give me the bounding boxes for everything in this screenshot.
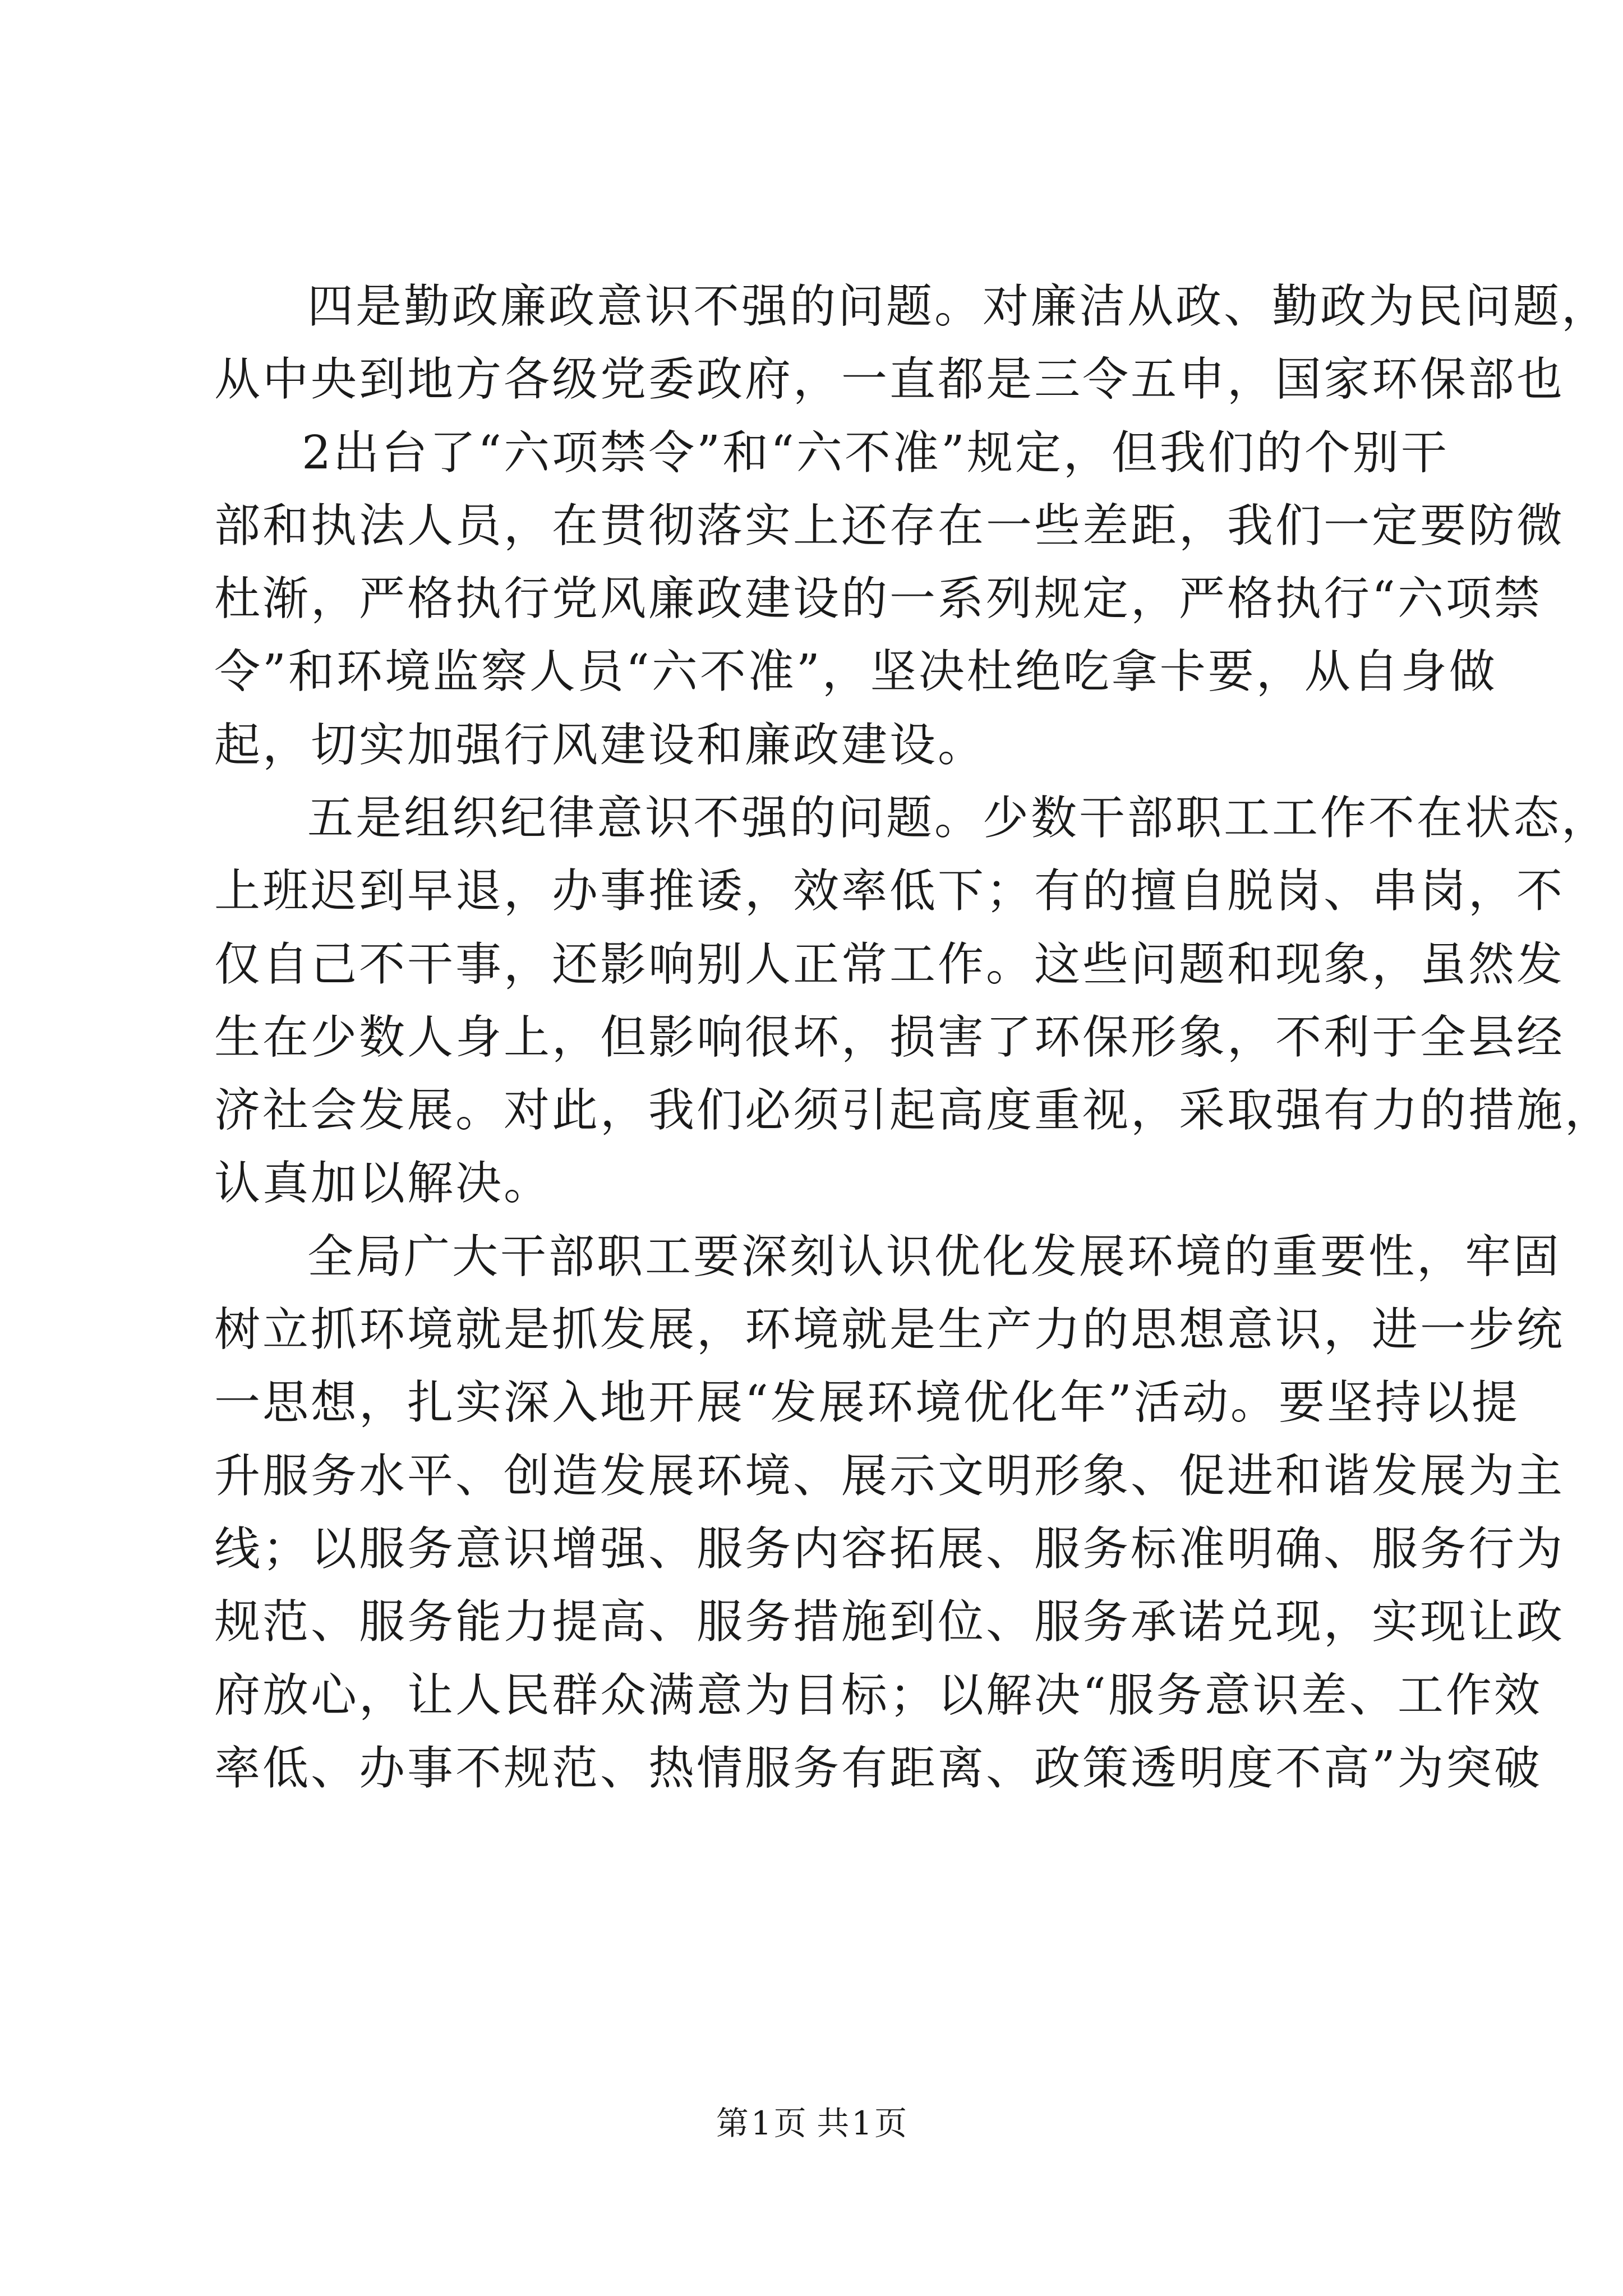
body-line-19: 规范、服务能力提高、服务措施到位、服务承诺兑现，实现让政 bbox=[214, 1595, 1565, 1649]
body-line-7: 起，切实加强行风建设和廉政建设。 bbox=[214, 719, 986, 772]
body-line-5: 杜渐，严格执行党风廉政建设的一系列规定，严格执行“六项禁 bbox=[214, 572, 1542, 625]
body-line-21: 率低、办事不规范、热情服务有距离、政策透明度不高”为突破 bbox=[214, 1742, 1542, 1795]
footer-page-prefix: 第 bbox=[716, 2104, 749, 2142]
body-line-13: 认真加以解决。 bbox=[214, 1157, 552, 1210]
footer-page-suffix: 页 bbox=[874, 2104, 907, 2142]
body-line-16: 一思想，扎实深入地开展“发展环境优化年”活动。要坚持以提 bbox=[214, 1376, 1520, 1429]
body-line-2: 从中央到地方各级党委政府，一直都是三令五申，国家环保部也 bbox=[214, 353, 1565, 406]
body-line-1: 四是勤政廉政意识不强的问题。对廉洁从政、勤政为民问题， bbox=[307, 280, 1610, 333]
body-line-14: 全局广大干部职工要深刻认识优化发展环境的重要性，牢固 bbox=[307, 1230, 1562, 1283]
body-line-18: 线；以服务意识增强、服务内容拓展、服务标准明确、服务行为 bbox=[214, 1522, 1565, 1576]
body-line-10: 仅自己不干事，还影响别人正常工作。这些问题和现象，虽然发 bbox=[214, 938, 1565, 991]
footer-page-total: 1 bbox=[851, 2104, 873, 2142]
body-line-17: 升服务水平、创造发展环境、展示文明形象、促进和谐发展为主 bbox=[214, 1450, 1565, 1503]
body-line-3: 2出台了“六项禁令”和“六不准”规定，但我们的个别干 bbox=[302, 426, 1449, 480]
body-line-8: 五是组织纪律意识不强的问题。少数干部职工工作不在状态， bbox=[307, 792, 1610, 845]
body-line-11: 生在少数人身上，但影响很坏，损害了环保形象，不利于全县经 bbox=[214, 1011, 1565, 1064]
body-line-20: 府放心，让人民群众满意为目标；以解决“服务意识差、工作效 bbox=[214, 1669, 1542, 1722]
body-line-15: 树立抓环境就是抓发展，环境就是生产力的思想意识，进一步统 bbox=[214, 1303, 1565, 1356]
body-line-4: 部和执法人员，在贯彻落实上还存在一些差距，我们一定要防微 bbox=[214, 499, 1565, 553]
page-footer bbox=[0, 2101, 1623, 2146]
footer-page-mid: 页 共 bbox=[773, 2104, 850, 2142]
footer-page-number: 1 bbox=[750, 2104, 772, 2142]
body-line-9: 上班迟到早退，办事推诿，效率低下；有的擅自脱岗、串岗，不 bbox=[214, 864, 1565, 918]
body-line-12: 济社会发展。对此，我们必须引起高度重视，采取强有力的措施， bbox=[214, 1084, 1613, 1137]
body-line-6: 令”和环境监察人员“六不准”，坚决杜绝吃拿卡要，从自身做 bbox=[214, 645, 1497, 698]
